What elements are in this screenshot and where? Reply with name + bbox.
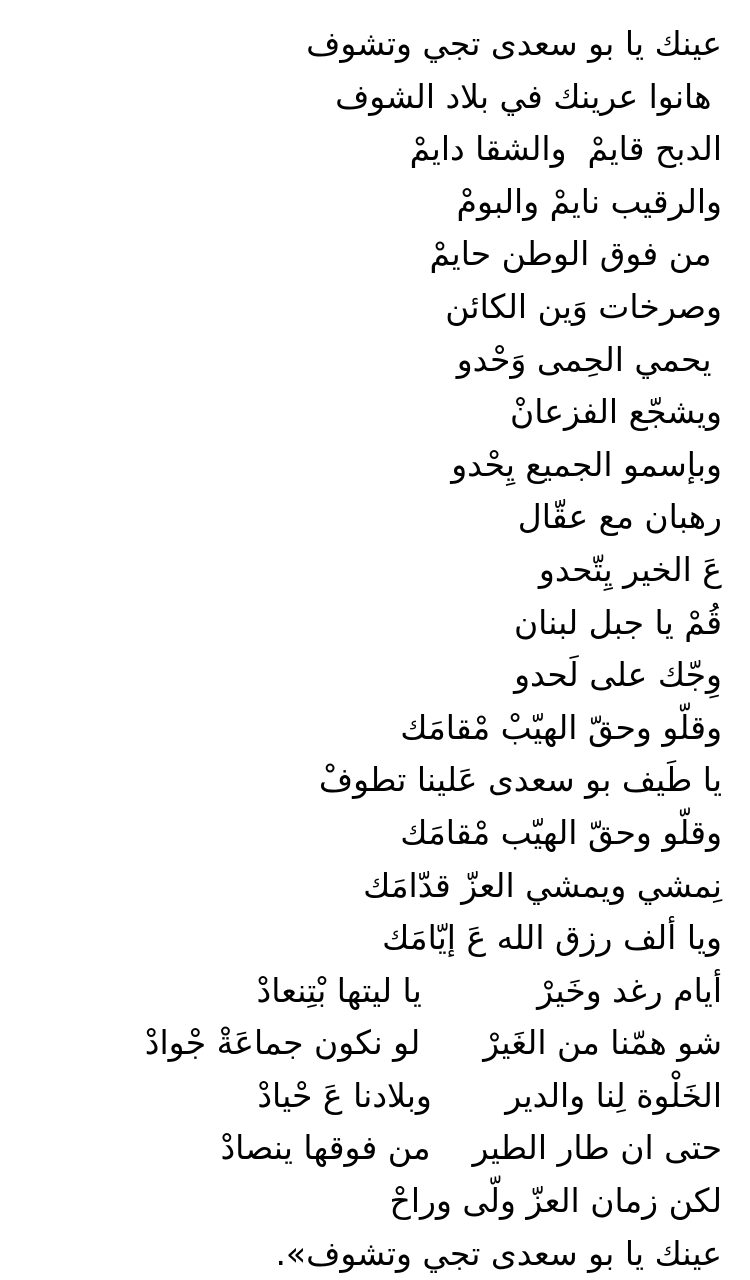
poem-line-15: يا طَيف بو سعدى عَلينا تطوفْ bbox=[318, 760, 722, 800]
poem-line-7: يحمي الحِمى وَحْدو bbox=[456, 339, 722, 379]
poem-line-21: الخَلْوة لِنا والدير وبلادنا عَ حْيادْ bbox=[257, 1075, 722, 1115]
poem-line-22: حتى ان طار الطير من فوقها ينصادْ bbox=[220, 1128, 722, 1168]
poem-line-24: عينك يا بو سعدى تجي وتشوف». bbox=[275, 1233, 722, 1273]
poem-line-11: عَ الخير يِتّحدو bbox=[538, 549, 722, 589]
poem-line-19: أيام رغد وخَيرْ يا ليتها بْتِنعادْ bbox=[256, 970, 722, 1010]
poem-line-23: لكن زمان العزّ ولّى وراحْ bbox=[389, 1181, 722, 1221]
poem-line-17: نِمشي ويمشي العزّ قدّامَك bbox=[363, 865, 722, 905]
poem-line-1: عينك يا بو سعدى تجي وتشوف bbox=[306, 24, 722, 63]
poem-line-6: وصرخات وَين الكائن bbox=[445, 286, 722, 326]
poem-line-8: ويشجّع الفزعانْ bbox=[509, 392, 722, 432]
poem-line-4: والرقيب نايمْ والبومْ bbox=[456, 181, 722, 221]
poem-line-18: ويا ألف رزق الله عَ إيّامَك bbox=[382, 918, 722, 958]
poem-line-20: شو همّنا من الغَيرْ لو نكون جماعَةْ جْوادْ bbox=[144, 1023, 722, 1063]
poem-line-16: وقلّو وحقّ الهيّب مْقامَك bbox=[400, 812, 722, 852]
poem-line-3: الدبح قايمْ والشقا دايمْ bbox=[409, 129, 722, 169]
poem-line-12: قُمْ يا جبل لبنان bbox=[513, 602, 722, 642]
poem-line-13: وِجّك على لَحدو bbox=[514, 655, 722, 695]
poem-line-10: رهبان مع عقّال bbox=[517, 497, 722, 537]
poem-line-5: من فوق الوطن حايمْ bbox=[429, 234, 722, 274]
poem-line-14: وقلّو وحقّ الهيّبْ مْقامَك bbox=[400, 707, 722, 747]
poem-text bbox=[28, 18, 722, 1280]
poem-line-2: هانوا عرينك في بلاد الشوف bbox=[335, 76, 722, 116]
poem-line-9: وبإسمو الجميع يِحْدو bbox=[451, 444, 722, 484]
